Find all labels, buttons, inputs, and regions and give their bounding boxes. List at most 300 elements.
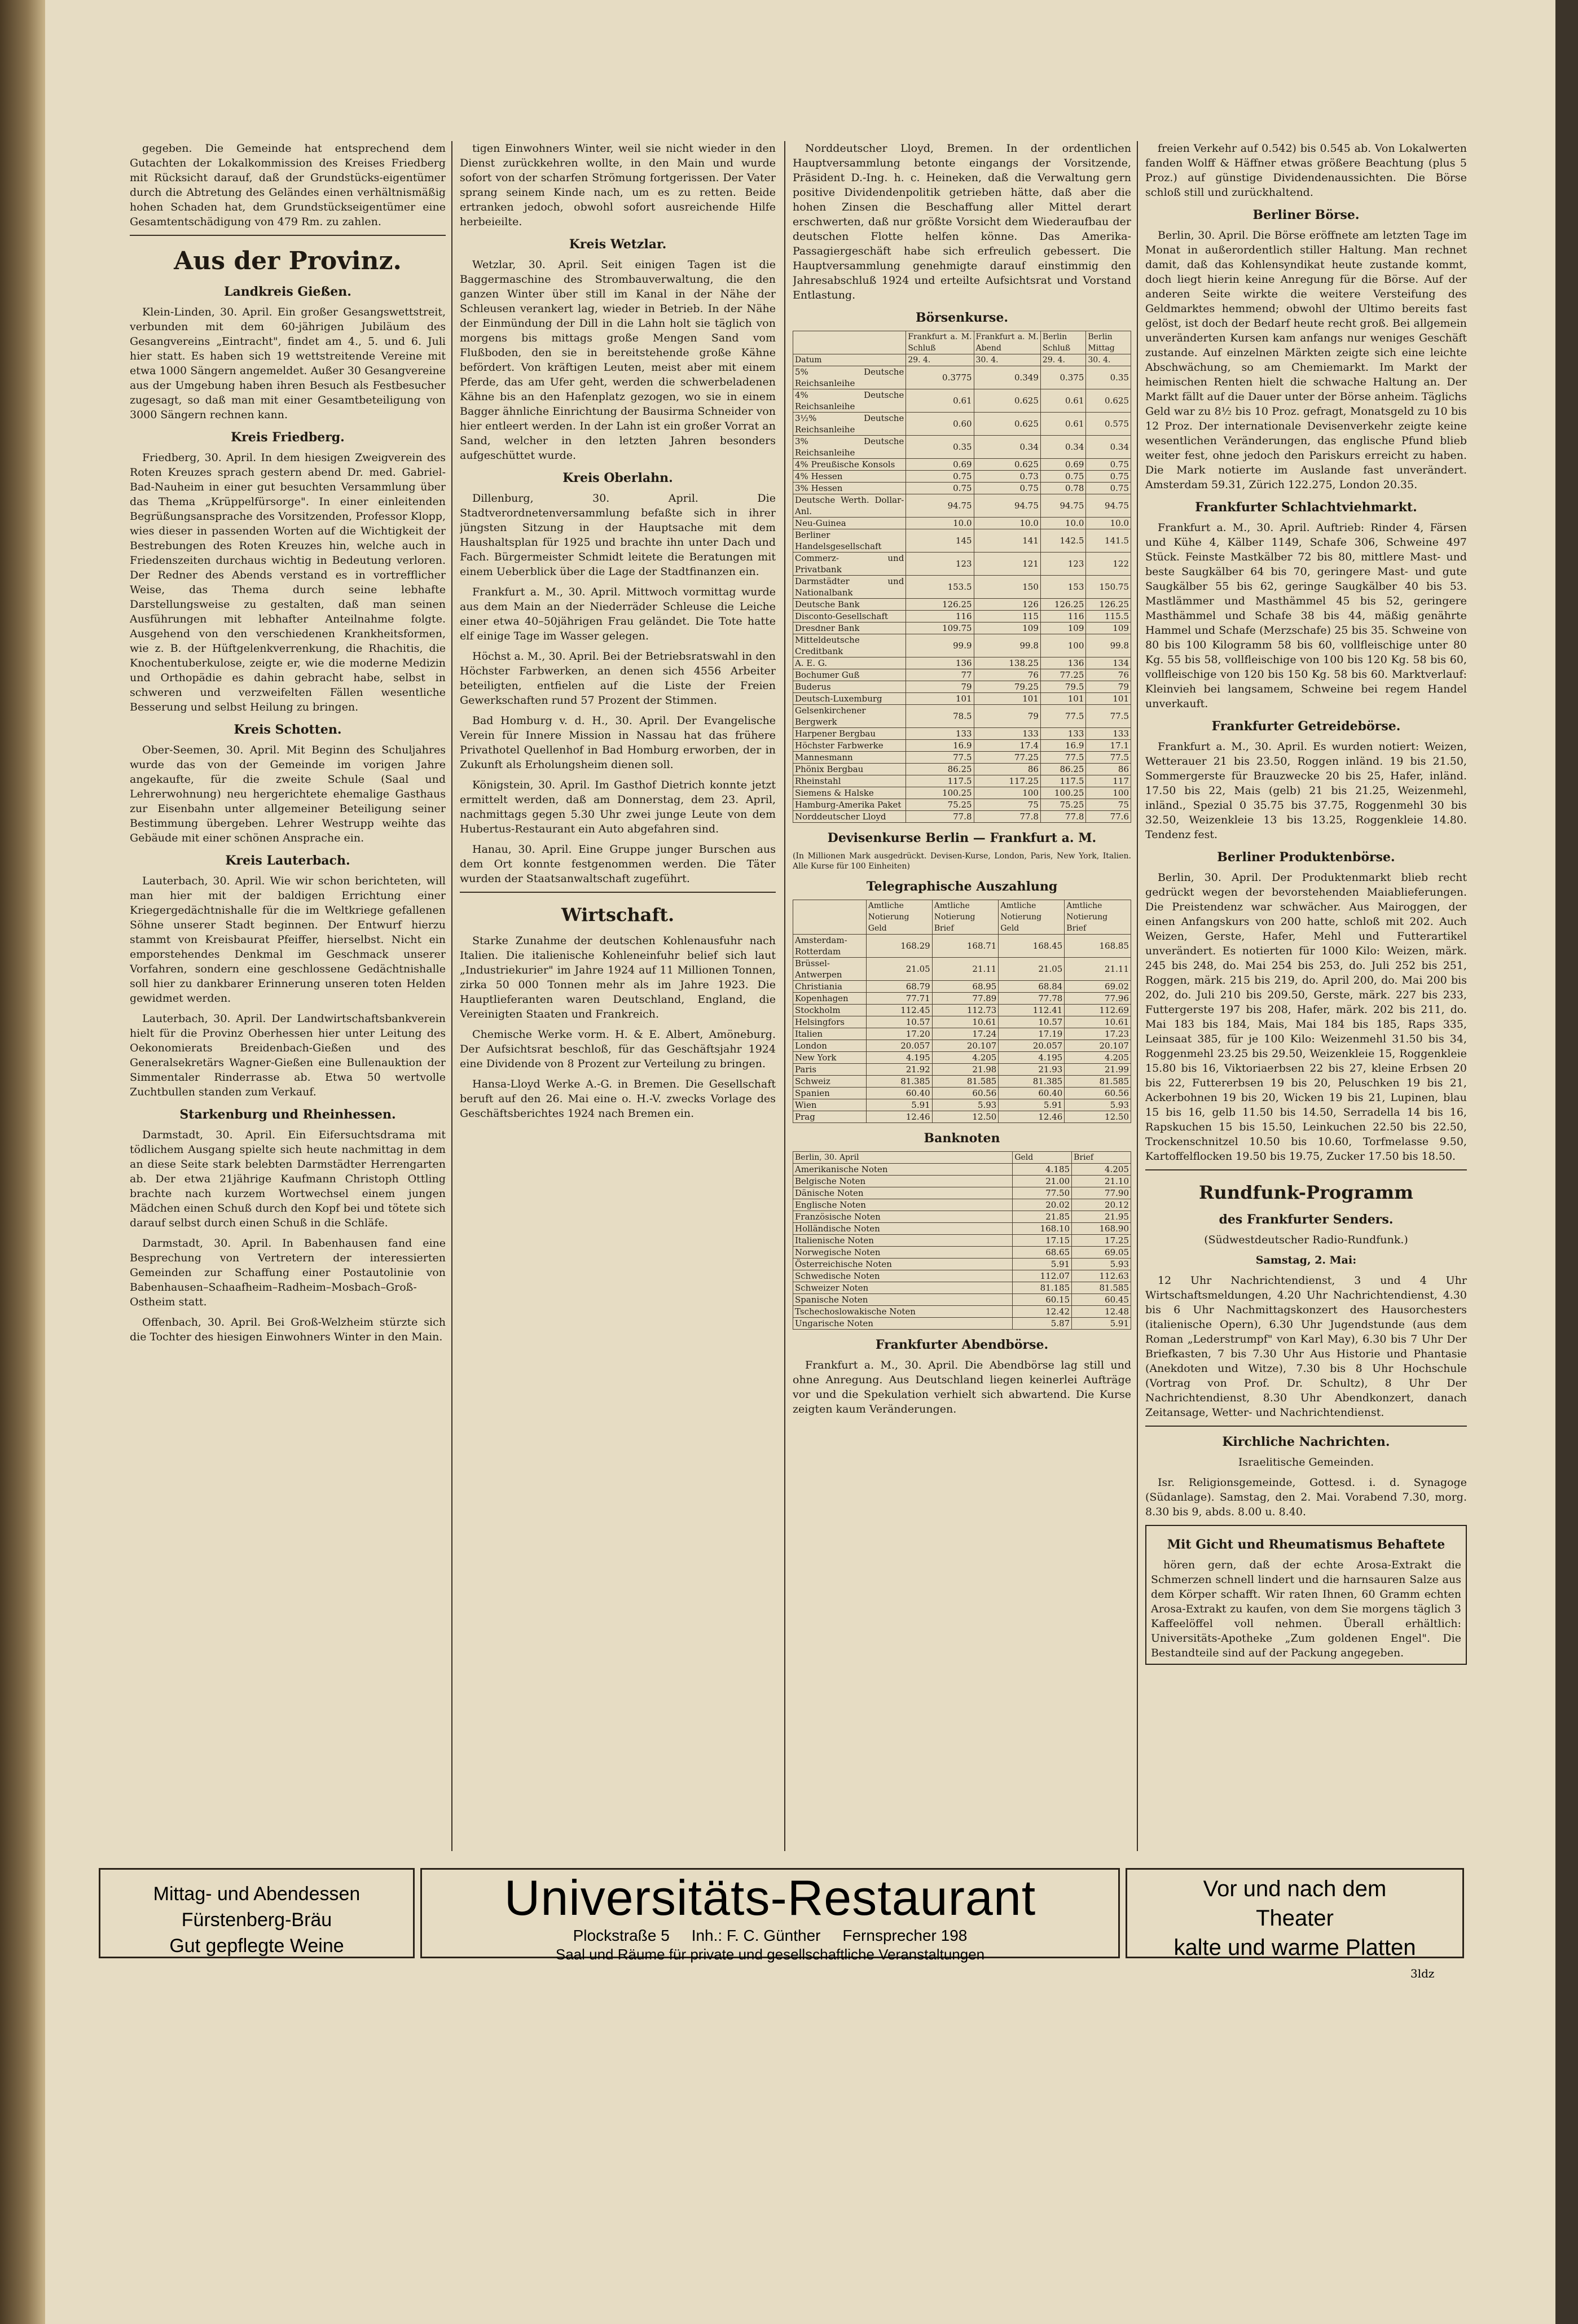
- stock-row-value: 77.5: [1040, 705, 1085, 728]
- banknoten-row-label: Amerikanische Noten: [793, 1164, 1013, 1176]
- devisen-row-value: 81.385: [999, 1076, 1065, 1088]
- stock-row-value: 0.75: [1086, 471, 1131, 483]
- stock-row-value: 136: [906, 657, 974, 669]
- stock-row-value: 10.0: [1040, 518, 1085, 529]
- devisen-row-label: Spanien: [793, 1088, 867, 1099]
- stock-row-label: Disconto-Gesellschaft: [793, 611, 906, 622]
- stock-row-value: 10.0: [906, 518, 974, 529]
- devisen-row-value: 81.585: [932, 1076, 999, 1088]
- banknoten-row-value: 77.50: [1013, 1187, 1072, 1199]
- radio-source: (Südwestdeutscher Radio-Rundfunk.): [1204, 1234, 1408, 1246]
- devisen-row-value: 112.73: [932, 1005, 999, 1016]
- stock-row-value: 99.8: [1086, 634, 1131, 657]
- banknoten-row: [793, 1294, 1131, 1306]
- stock-row-value: 77.8: [906, 811, 974, 823]
- article-lauterbach-2: Lauterbach, 30. April. Der Landwirtschaftsbankverein hielt für die Provinz Oberhessen hier unter Leitung des Oekonomierats Breidenbach-Gießen und des Generalsekretärs Wagner-Gießen eine Bullenauktion der Simmentaler Rinderrasse ab. Etwa 50 wertvolle Zuchtbullen standen zum Verkauf.: [130, 1012, 446, 1098]
- stock-row-value: 116: [1040, 611, 1085, 622]
- subheading-oberlahn: Kreis Oberlahn.: [562, 471, 673, 485]
- heading-berliner-boerse: Berliner Börse.: [1252, 208, 1360, 222]
- divider: [460, 892, 776, 893]
- devisen-row-value: 4.195: [999, 1052, 1065, 1064]
- ad-left-line: Mittag- und Abendessen: [153, 1883, 361, 1905]
- stock-row-value: 0.75: [906, 483, 974, 494]
- stock-row-value: 78.5: [906, 705, 974, 728]
- stock-row-value: 75.25: [1040, 799, 1085, 811]
- ad-restaurant-title: Universitäts-Restaurant: [504, 1870, 1036, 1926]
- stock-row-label: Hamburg-Amerika Paket: [793, 799, 906, 811]
- stock-row-value: 133: [1086, 728, 1131, 740]
- banknoten-row-value: 5.93: [1072, 1259, 1131, 1270]
- article-kohlenausfuhr: Starke Zunahme der deutschen Kohlenausfuhr nach Italien. Die italienische Kohleneinfuhr belief sich laut „Industriekurier" im Jahre 1924 auf 11 Millionen Tonnen, zirka 50 000 Tonnen mehr als im Jahre 1923. Die Hauptlieferanten waren Deutschland, England, die Vereinigten Staaten und Frankreich.: [460, 935, 776, 1020]
- stock-row-value: 109: [1040, 622, 1085, 634]
- banknoten-row: [793, 1282, 1131, 1294]
- stock-row-value: 0.625: [974, 389, 1040, 413]
- stock-row-value: 0.75: [1086, 459, 1131, 471]
- devisen-table-header: [793, 900, 1131, 935]
- stock-row-label: Phönix Bergbau: [793, 764, 906, 775]
- devisen-row-value: 17.20: [866, 1028, 932, 1040]
- devisen-row-value: 21.11: [1065, 958, 1131, 981]
- ad-right-line: kalte und warme Platten: [1173, 1935, 1416, 1960]
- banknoten-row-label: Schweizer Noten: [793, 1282, 1013, 1294]
- devisen-row-value: 68.95: [932, 981, 999, 993]
- stock-row-value: 101: [1086, 693, 1131, 705]
- banknoten-row: [793, 1259, 1131, 1270]
- stock-row: [793, 752, 1131, 764]
- stock-row-value: 138.25: [974, 657, 1040, 669]
- stock-row: [793, 611, 1131, 622]
- ad-owner: Inh.: F. C. Günther: [691, 1927, 821, 1944]
- devisen-row: [793, 1099, 1131, 1111]
- stock-row-label: 4% Hessen: [793, 471, 906, 483]
- stock-row-value: 0.75: [1086, 483, 1131, 494]
- stock-row-value: 16.9: [906, 740, 974, 752]
- devisen-row-value: 4.205: [932, 1052, 999, 1064]
- ad-phone: Fernsprecher 198: [842, 1927, 968, 1944]
- stock-row-value: 0.78: [1040, 483, 1085, 494]
- article-hanau: Hanau, 30. April. Eine Gruppe junger Burschen aus dem Ort konnte festgenommen werden. Die Täter wurden der Staatsanwaltschaft zugeführt.: [460, 843, 776, 885]
- ad-right-line: Vor und nach dem: [1203, 1876, 1387, 1901]
- stock-row-value: 0.625: [974, 459, 1040, 471]
- devisen-row-label: Kopenhagen: [793, 993, 867, 1005]
- stock-row-value: 133: [1040, 728, 1085, 740]
- stock-row-value: 76: [1086, 669, 1131, 681]
- banknoten-row-value: 12.48: [1072, 1306, 1131, 1318]
- gicht-ad-text: hören gern, daß der echte Arosa-Extrakt die Schmerzen schnell lindert und die harnsauren Salze aus dem Körper schafft. Wir raten Ihnen, 60 Gramm echten Arosa-Extrakt zu kaufen, von dem Sie morgens täglich 3 Kaffeelöffel voll nehmen. Überall erhältlich: Universitäts-Apotheke „Zum goldenen Engel". Die Bestandteile sind auf der Packung angegeben.: [1151, 1559, 1461, 1659]
- article-produktenboerse: Berlin, 30. April. Der Produktenmarkt blieb recht gedrückt wegen der bevorstehenden Maiablieferungen. Die Preistendenz war schwächer. Aus Mairoggen, der einen Anfangskurs von 200 hatte, schloß mit 202. Auch Weizen, Gerste, Hafer, Mehl und Futterartikel unverändert. Es notierten für 1000 Kilo: Weizen, märk. 245 bis 248, do. Mai 254 bis 253, do. Juli 252 bis 251, Roggen, märk. 215 bis 219, do. April 200, do. Mai 200 bis 202, do. Juli 210 bis 209.50, Gerste, märk. 227 bis 233, Futtergerste 197 bis 208, Hafer, märk. 202 bis 211, do. Mai 183 bis 184, Mais, Mai 184 bis 185, Raps 335, Leinsaat 385, für je 100 Kilo: Weizenmehl 31.50 bis 34, Roggenmehl 23.25 bis 29.50, Weizenkleie 15, Roggenkleie 15.80 bis 16, Viktoriaerbsen 22 bis 27, kleine Erbsen 20 bis 22, Futtererbsen 19 bis 20, Peluschken 19 bis 21, Ackerbohnen 19 bis 20, Wicken 19 bis 21, Lupinen, blau 15 bis 16, gelb 11.50 bis 14.50, Serradella 14 bis 16, Rapskuchen 15 bis 15.50, Leinkuchen 22.50 bis 22.50, Trockenschnitzel 10.50 bis 10.60, Torfmelasse 9.50, Kartoffelflocken 19.50 bis 19.75, Zucker 17.50 bis 18.50.: [1145, 871, 1467, 1163]
- stock-row-value: 77.8: [974, 811, 1040, 823]
- devisen-row-value: 68.84: [999, 981, 1065, 993]
- stock-row: [793, 775, 1131, 787]
- devisen-row-value: 5.93: [932, 1099, 999, 1111]
- stock-row-value: 0.625: [974, 413, 1040, 436]
- devisen-row-value: 5.91: [866, 1099, 932, 1111]
- devisen-row-value: 12.46: [866, 1111, 932, 1123]
- radio-program: 12 Uhr Nachrichtendienst, 3 und 4 Uhr Wirtschaftsmeldungen, 4.20 Uhr Nachrichtendienst, 4.30 bis 6 Uhr Nachmittagskonzert des Hausorchesters (italienische Opern), 6.30 Uhr Jugendstunde (aus dem Roman „Lederstrumpf" von Karl May), 6.30 bis 7 Uhr Der Briefkasten, 7 bis 7.30 Uhr Aus Historie und Phantasie (Anekdoten und Witze), 7.30 bis 8 Uhr Hochschule (Vortrag von Prof. Dr. Schultz), 8 Uhr Der Nachrichtendienst, 8.30 Uhr Abendkonzert, danach Zeitansage, Wetter- und Nachrichtendienst.: [1145, 1274, 1467, 1419]
- stock-col-header: Berlin Schluß: [1040, 331, 1085, 354]
- banknoten-row-value: 112.07: [1013, 1270, 1072, 1282]
- banknoten-row-label: Französische Noten: [793, 1211, 1013, 1223]
- stock-row-value: 0.69: [906, 459, 974, 471]
- devisen-col-header: Amtliche Notierung Brief: [1065, 900, 1131, 935]
- devisen-row-value: 168.45: [999, 935, 1065, 958]
- stock-row-label: A. E. G.: [793, 657, 906, 669]
- stock-row-value: 100: [974, 787, 1040, 799]
- article-bad-homburg: Bad Homburg v. d. H., 30. April. Der Evangelische Verein für Innere Mission in Nassau hat das frühere Privathotel Quellenhof in Bad Homburg erworben, der in Zukunft als Erholungsheim dienen soll.: [460, 714, 776, 771]
- stock-row-value: 100.25: [1040, 787, 1085, 799]
- article-offenbach: Offenbach, 30. April. Bei Groß-Welzheim stürzte sich die Tochter des hiesigen Einwohners Winter in den Main.: [130, 1316, 446, 1343]
- devisen-row-value: 4.195: [866, 1052, 932, 1064]
- stock-row-label: Bochumer Guß: [793, 669, 906, 681]
- stock-row-value: 76: [974, 669, 1040, 681]
- article-friedberg: Friedberg, 30. April. In dem hiesigen Zweigverein des Roten Kreuzes sprach gestern abend Dr. med. Gabriel-Bad-Nauheim in einer gut besuchten Versammlung über das Thema „Krüppelfürsorge". In einer einleitenden Begrüßungsansprache des Vorsitzenden, Professor Klopp, wies dieser in passenden Worten auf die Wichtigkeit der Bestrebungen des Roten Kreuzes hin, welche auch in Friedenszeiten durchaus wichtig in Bedeutung verloren. Der Redner des Abends verstand es in vortrefflicher Weise, das Thema durch seine lebhafte Darstellungsweise zu gestalten, daß man seinen Ausführungen mit lebhafter Anteilnahme folgte. Ausgehend von den verschiedenen Krankheitsformen, wie z. B. der Hüftgelenkverrenkung, die Rhachitis, die Knochentuberkulose, zeigte er, wie die moderne Medizin und Orthopädie es dahin gebracht habe, selbst in schweren und verzweifelten Fällen wesentliche Besserung und selbst Heilung zu bringen.: [130, 451, 446, 713]
- stock-row-value: 77.8: [1040, 811, 1085, 823]
- devisen-row-label: Amsterdam-Rotterdam: [793, 935, 867, 958]
- subheading-israelitisch: Israelitische Gemeinden.: [1238, 1456, 1374, 1468]
- banknoten-row: [793, 1318, 1131, 1330]
- devisen-row-value: 77.78: [999, 993, 1065, 1005]
- banknoten-row-label: Holländische Noten: [793, 1223, 1013, 1235]
- devisen-row-value: 5.91: [999, 1099, 1065, 1111]
- stock-row-label: Darmstädter und Nationalbank: [793, 576, 906, 599]
- stock-row-value: 0.61: [1040, 413, 1085, 436]
- banknoten-row: [793, 1270, 1131, 1282]
- section-heading-provinz: Aus der Provinz.: [174, 247, 402, 275]
- stock-row-value: 75: [974, 799, 1040, 811]
- book-binding: [0, 0, 45, 2324]
- ad-left-box: [99, 1868, 415, 1958]
- stock-row-value: 94.75: [906, 494, 974, 518]
- stock-row-label: Berliner Handelsgesellschaft: [793, 529, 906, 553]
- banknoten-row-value: 60.45: [1072, 1294, 1131, 1306]
- subheading-lauterbach: Kreis Lauterbach.: [225, 853, 350, 868]
- article-darmstadt-1: Darmstadt, 30. April. Ein Eifersuchtsdrama mit tödlichem Ausgang spielte sich heute nachmittag in dem an diese Seite stark belebten Darmstädter Herrengarten ab. Der etwa 21jährige Kaufmann Christoph Ottling brachte nach kurzem Wortwechsel einem jungen Mädchen einen Schuß durch den Kopf bei und tötete sich darauf selbst durch einen Schuß in die Schläfe.: [130, 1129, 446, 1229]
- banknoten-row-value: 77.90: [1072, 1187, 1131, 1199]
- gicht-ad-heading: Mit Gicht und Rheumatismus Behaftete: [1167, 1537, 1445, 1552]
- stock-row-value: 141.5: [1086, 529, 1131, 553]
- banknoten-row: [793, 1306, 1131, 1318]
- banknoten-row-label: Dänische Noten: [793, 1187, 1013, 1199]
- stock-row-value: 123: [1040, 553, 1085, 576]
- stock-row-label: Buderus: [793, 681, 906, 693]
- devisen-row-value: 12.50: [1065, 1111, 1131, 1123]
- stock-row: [793, 787, 1131, 799]
- stock-row: [793, 553, 1131, 576]
- devisen-row-value: 60.56: [932, 1088, 999, 1099]
- heading-produktenboerse: Berliner Produktenbörse.: [1217, 850, 1395, 865]
- banknoten-row-label: Englische Noten: [793, 1199, 1013, 1211]
- stock-row-value: 109: [1086, 622, 1131, 634]
- column-2: [460, 141, 776, 1857]
- devisen-row-value: 112.45: [866, 1005, 932, 1016]
- devisen-row-value: 81.385: [866, 1076, 932, 1088]
- article-wetzlar: Wetzlar, 30. April. Seit einigen Tagen ist die Baggermaschine des Strombauverwaltung, die den ganzen Winter über still im Kanal in der Nähe der Schleusen verankert lag, wieder in Betrieb. In der Nähe der Einmündung der Dill in die Lahn holt sie täglich von morgens bis mittags große Mengen Sand vom Flußboden, den sie in bereitstehende große Kähne befördert. Von kräftigen Leuten, meist aber mit einem Pferde, das am Ufer geht, werden die schwerbeladenen Kähne bis an den Hafenplatz gezogen, wo sie in einem Bagger ähnliche Einrichtung der Bausirma Schneider von hier entleert werden. In der Lahn ist ein großer Vorrat an Sand, welcher in den letzten Jahren besonders aufgeschüttet wurde.: [460, 258, 776, 462]
- devisen-row-value: 4.205: [1065, 1052, 1131, 1064]
- devisen-row: [793, 1088, 1131, 1099]
- heading-abendboerse: Frankfurter Abendbörse.: [875, 1338, 1049, 1352]
- devisen-row-value: 20.107: [1065, 1040, 1131, 1052]
- banknoten-row-value: 20.02: [1013, 1199, 1072, 1211]
- stock-date: Datum: [793, 354, 906, 366]
- stock-row-value: 10.0: [974, 518, 1040, 529]
- banknoten-row-label: Italienische Noten: [793, 1235, 1013, 1247]
- stock-row: [793, 634, 1131, 657]
- banknoten-caption-row: [793, 1152, 1131, 1164]
- devisen-row: [793, 1028, 1131, 1040]
- divider: [1145, 1426, 1467, 1427]
- stock-row: [793, 459, 1131, 471]
- stock-row: [793, 811, 1131, 823]
- devisen-row: [793, 993, 1131, 1005]
- article-continued: tigen Einwohners Winter, weil sie nicht wieder in den Dienst zurückkehren wollte, in den Main und wurde sofort von der scharfen Strömung fortgerissen. Der Vater sprang seinem Kinde nach, um es zu retten. Beide ertranken jedoch, obwohl sofort ausreichende Hilfe herbeieilte.: [460, 142, 776, 228]
- stock-row-value: 0.35: [1086, 366, 1131, 389]
- devisen-row-value: 168.29: [866, 935, 932, 958]
- article-ober-seemen: Ober-Seemen, 30. April. Mit Beginn des Schuljahres wurde das von der Gemeinde im vorigen Jahre angekaufte, für die zweite Schule (Saal und Lehrerwohnung) neu hergerichtete ehemalige Gasthaus zur Eisenbahn unter allgemeiner Beteiligung seiner Bestimmung übergeben. Lehrer Westrupp weihte das Gebäude mit einer schönen Ansprache ein.: [130, 744, 446, 844]
- stock-row-value: 126.25: [1086, 599, 1131, 611]
- stock-row-value: 86.25: [906, 764, 974, 775]
- stock-row-value: 153: [1040, 576, 1085, 599]
- stock-row-label: 4% Deutsche Reichsanleihe: [793, 389, 906, 413]
- stock-row-value: 99.9: [906, 634, 974, 657]
- stock-row-value: 101: [906, 693, 974, 705]
- devisen-row-value: 21.93: [999, 1064, 1065, 1076]
- devisen-row-value: 10.57: [999, 1016, 1065, 1028]
- stock-row-value: 0.35: [906, 436, 974, 459]
- devisen-row-value: 60.40: [999, 1088, 1065, 1099]
- banknoten-row: [793, 1247, 1131, 1259]
- stock-row: [793, 436, 1131, 459]
- devisen-row-value: 10.61: [932, 1016, 999, 1028]
- stock-col-header: Frankfurt a. M. Schluß: [906, 331, 974, 354]
- article-darmstadt-2: Darmstadt, 30. April. In Babenhausen fand eine Besprechung von Vertretern der interessierten Gemeinden zur Schaffung einer Postautolinie von Babenhausen–Schaafheim–Radheim–Mosbach–Groß-Ostheim statt.: [130, 1237, 446, 1308]
- stock-row-value: 116: [906, 611, 974, 622]
- stock-row-value: 126: [974, 599, 1040, 611]
- devisen-row-value: 17.24: [932, 1028, 999, 1040]
- article-hansa-lloyd: Hansa-Lloyd Werke A.-G. in Bremen. Die Gesellschaft beruft auf den 26. Mai eine o. H.-V. zwecks Vorlage des Geschäftsberichtes 1924 nach Bremen ein.: [460, 1078, 776, 1120]
- banknoten-row-value: 81.185: [1013, 1282, 1072, 1294]
- devisen-row-value: 20.057: [866, 1040, 932, 1052]
- stock-row-label: Dresdner Bank: [793, 622, 906, 634]
- devisen-row-label: Prag: [793, 1111, 867, 1123]
- radio-day: Samstag, 2. Mai:: [1255, 1254, 1357, 1266]
- ad-rooms: Saal und Räume für private und gesellschaftliche Veranstaltungen: [555, 1946, 985, 1963]
- banknoten-row-value: 17.15: [1013, 1235, 1072, 1247]
- stock-row-value: 0.75: [906, 471, 974, 483]
- devisen-row: [793, 958, 1131, 981]
- devisen-row-value: 77.89: [932, 993, 999, 1005]
- stock-row-label: Commerz- und Privatbank: [793, 553, 906, 576]
- stock-row-value: 0.61: [906, 389, 974, 413]
- stock-row: [793, 764, 1131, 775]
- devisen-row-value: 112.69: [1065, 1005, 1131, 1016]
- banknoten-table: [793, 1151, 1131, 1330]
- banknoten-row-label: Norwegische Noten: [793, 1247, 1013, 1259]
- devisen-row-value: 21.11: [932, 958, 999, 981]
- heading-boersenkurse: Börsenkurse.: [915, 310, 1009, 325]
- stock-row-value: 136: [1040, 657, 1085, 669]
- devisen-row-value: 112.41: [999, 1005, 1065, 1016]
- stock-date: 30. 4.: [1086, 354, 1131, 366]
- devisen-row: [793, 1016, 1131, 1028]
- devisen-row: [793, 981, 1131, 993]
- stock-row-value: 16.9: [1040, 740, 1085, 752]
- devisen-row: [793, 935, 1131, 958]
- devisen-row: [793, 1111, 1131, 1123]
- stock-row-value: 86: [974, 764, 1040, 775]
- banknoten-row-value: 21.00: [1013, 1176, 1072, 1187]
- stock-row-value: 17.4: [974, 740, 1040, 752]
- stock-row-value: 133: [906, 728, 974, 740]
- stock-row-value: 0.34: [1040, 436, 1085, 459]
- stock-row-value: 117.25: [974, 775, 1040, 787]
- article-hoechst: Höchst a. M., 30. April. Bei der Betriebsratswahl in den Höchster Farbwerken, an denen sich 4556 Arbeiter beteiligten, entfielen auf die Liste der Freien Gewerkschaften rund 57 Prozent der Stimmen.: [460, 650, 776, 707]
- stock-row-value: 0.349: [974, 366, 1040, 389]
- column-rule: [784, 141, 785, 1851]
- devisen-col-header: Amtliche Notierung Brief: [932, 900, 999, 935]
- banknoten-row-value: 5.91: [1072, 1318, 1131, 1330]
- article-abendboerse: Frankfurt a. M., 30. April. Die Abendbörse lag still und ohne Anregung. Aus Deutschland liegen keinerlei Aufträge vor und die Spekulation verhielt sich abwartend. Die Kurse zeigten kaum Veränderungen.: [793, 1359, 1131, 1415]
- heading-banknoten: Banknoten: [924, 1131, 1000, 1146]
- stock-row-label: Neu-Guinea: [793, 518, 906, 529]
- article-berliner-boerse: Berlin, 30. April. Die Börse eröffnete am letzten Tage im Monat in außerordentlich stiller Haltung. Man rechnet damit, daß das Kohlensyndikat heute zustande kommt, doch liegt hierin keine Anregung für die Börse. Auf der anderen Seite wirkte die weitere Versteifung des Geldmarktes hemmend; obwohl der Ultimo bereits fast gelöst, ist doch der Bedarf heute recht groß. Bei allgemein unveränderten Kursen kam anfangs nur weniges Geschäft zustande. Auf einzelnen Märkten zeigte sich eine leichte Abschwächung, so am Chemiemarkt. Im Markt der heimischen Renten hielt die schwache Haltung an. Der Markt fällt auf die Dauer unter der Börse anheim. Täglichs Geld war zu 8½ bis 10 Proz. gefragt, Monatsgeld zu 10 bis 12 Proz. Der internationale Devisenverkehr zeigte keine wesentlichen Veränderungen, das englische Pfund blieb weiter fest, ohne jedoch den Pariskurs erreicht zu haben. Die Mark notierte im Auslande fast unverändert. Amsterdam 59.31, Zürich 122.275, London 20.35.: [1145, 229, 1467, 491]
- devisen-row-value: 60.56: [1065, 1088, 1131, 1099]
- banknoten-row-value: 5.91: [1013, 1259, 1072, 1270]
- banknoten-row-label: Schwedische Noten: [793, 1270, 1013, 1282]
- stock-row-value: 100.25: [906, 787, 974, 799]
- stock-row: [793, 705, 1131, 728]
- stock-row-value: 0.75: [974, 483, 1040, 494]
- stock-row: [793, 413, 1131, 436]
- stock-row-label: Norddeutscher Lloyd: [793, 811, 906, 823]
- article-klein-linden: Klein-Linden, 30. April. Ein großer Gesangswettstreit, verbunden mit dem 60-jährigen Jubiläum des Gesangvereins „Eintracht", findet am 4., 5. und 6. Juli hier statt. Es haben sich 19 wettstreitende Vereine mit etwa 1000 Sängern angemeldet. Außer 30 Gesangvereine aus der Umgebung haben ihren Besuch als Festbesucher zugesagt, so daß man mit einer Gesamtbeteiligung von 3000 Sängern rechnen kann.: [130, 306, 446, 421]
- devisen-col-header: Amtliche Notierung Geld: [866, 900, 932, 935]
- devisen-row-value: 77.96: [1065, 993, 1131, 1005]
- stock-row-label: 3% Deutsche Reichsanleihe: [793, 436, 906, 459]
- stock-row-value: 17.1: [1086, 740, 1131, 752]
- stock-row-value: 100: [1040, 634, 1085, 657]
- subheading-friedberg: Kreis Friedberg.: [231, 430, 345, 445]
- stock-row: [793, 576, 1131, 599]
- stock-row-value: 101: [974, 693, 1040, 705]
- banknoten-row-label: Spanische Noten: [793, 1294, 1013, 1306]
- stock-row-label: Siemens & Halske: [793, 787, 906, 799]
- stock-table-header: [793, 331, 1131, 354]
- heading-devisen: Devisenkurse Berlin — Frankfurt a. M.: [827, 831, 1097, 845]
- devisen-col-header: Amtliche Notierung Geld: [999, 900, 1065, 935]
- stock-row: [793, 529, 1131, 553]
- devisen-row-value: 21.05: [999, 958, 1065, 981]
- stock-row-value: 86.25: [1040, 764, 1085, 775]
- stock-row: [793, 657, 1131, 669]
- stock-row-value: 0.575: [1086, 413, 1131, 436]
- banknoten-row-value: 69.05: [1072, 1247, 1131, 1259]
- stock-row-label: 3% Hessen: [793, 483, 906, 494]
- stock-row-value: 0.3775: [906, 366, 974, 389]
- banknoten-row-value: 4.185: [1013, 1164, 1072, 1176]
- stock-row-value: 79: [906, 681, 974, 693]
- banknoten-row: [793, 1223, 1131, 1235]
- gicht-ad-box: [1145, 1525, 1467, 1665]
- banknoten-row-value: 17.25: [1072, 1235, 1131, 1247]
- banknoten-row-value: 21.85: [1013, 1211, 1072, 1223]
- banknoten-row-value: 168.90: [1072, 1223, 1131, 1235]
- stock-row-value: 115.5: [1086, 611, 1131, 622]
- banknoten-table-body: [793, 1164, 1131, 1330]
- stock-row-value: 153.5: [906, 576, 974, 599]
- stock-row-value: 141: [974, 529, 1040, 553]
- stock-row: [793, 693, 1131, 705]
- church-text: Isr. Religionsgemeinde, Gottesd. i. d. Synagoge (Südanlage). Samstag, den 2. Mai. Vorabend 7.30, morg. 8.30 bis 9, abds. 8.00 u. 8.40.: [1145, 1476, 1467, 1518]
- banknoten-row: [793, 1235, 1131, 1247]
- subheading-wetzlar: Kreis Wetzlar.: [569, 237, 667, 252]
- stock-date: 29. 4.: [1040, 354, 1085, 366]
- stock-row-value: 94.75: [1040, 494, 1085, 518]
- stock-row-value: 134: [1086, 657, 1131, 669]
- stock-table: [793, 331, 1131, 823]
- stock-row-value: 77.5: [1086, 705, 1131, 728]
- stock-row-label: Rheinstahl: [793, 775, 906, 787]
- stock-row-value: 0.625: [1086, 389, 1131, 413]
- banknoten-col-header: Geld: [1013, 1152, 1072, 1164]
- devisen-row-label: London: [793, 1040, 867, 1052]
- devisen-row-label: Wien: [793, 1099, 867, 1111]
- subheading-schotten: Kreis Schotten.: [234, 722, 342, 737]
- article-lauterbach-1: Lauterbach, 30. April. Wie wir schon berichteten, will man hier mit der baldigen Errichtung einer Kriegergedächtnishalle für die im Weltkriege gefallenen Söhne unserer Stadt beginnen. Der Entwurf hierzu stammt von Kreisbaurat Pfeiffer, hierselbst. Nicht ein emporstehendes Denkmal im Geschmack unserer Vorfahren, sondern eine geschlossene Gedächtnishalle soll hier zu dankbarer Erinnerung unseren toten Helden gewidmet werden.: [130, 875, 446, 1005]
- devisen-row-value: 21.99: [1065, 1064, 1131, 1076]
- stock-row-value: 75.25: [906, 799, 974, 811]
- stock-row-label: Deutsche Werth. Dollar-Anl.: [793, 494, 906, 518]
- stock-table-dates: [793, 354, 1131, 366]
- stock-row: [793, 728, 1131, 740]
- stock-row-label: Höchster Farbwerke: [793, 740, 906, 752]
- stock-row-value: 77.5: [906, 752, 974, 764]
- stock-row-value: 79.5: [1040, 681, 1085, 693]
- stock-col-header: Frankfurt a. M. Abend: [974, 331, 1040, 354]
- devisen-row: [793, 1052, 1131, 1064]
- stock-row-value: 0.73: [974, 471, 1040, 483]
- stock-row-value: 0.60: [906, 413, 974, 436]
- banknoten-row-label: Österreichische Noten: [793, 1259, 1013, 1270]
- stock-row: [793, 622, 1131, 634]
- intro-paragraph: gegeben. Die Gemeinde hat entsprechend dem Gutachten der Lokalkommission des Kreises Friedberg mit Rücksicht darauf, daß der Grundstücks-eigentümer durch die Abtretung des Geländes einen verhältnismäßig hohen Schaden hat, dem Grundstückseigentümer eine Gesamtentschädigung von 479 Rm. zu zahlen.: [130, 142, 446, 228]
- banknoten-row-value: 12.42: [1013, 1306, 1072, 1318]
- devisen-row-value: 69.02: [1065, 981, 1131, 993]
- devisen-row-value: 10.61: [1065, 1016, 1131, 1028]
- stock-row-value: 109.75: [906, 622, 974, 634]
- stock-row-value: 150.75: [1086, 576, 1131, 599]
- divider: [1145, 1169, 1467, 1170]
- banknoten-row-value: 81.585: [1072, 1282, 1131, 1294]
- devisen-row-value: 60.40: [866, 1088, 932, 1099]
- devisen-table: [793, 900, 1131, 1123]
- devisen-row-label: New York: [793, 1052, 867, 1064]
- article-frankfurt: Frankfurt a. M., 30. April. Mittwoch vormittag wurde aus dem Main an der Niederräder Schleuse die Leiche einer etwa 40–50jährigen Frau geländet. Die Tote hatte elf einige Tage im Wasser gelegen.: [460, 586, 776, 642]
- banknoten-row: [793, 1164, 1131, 1176]
- stock-row-value: 122: [1086, 553, 1131, 576]
- banknoten-row-value: 21.95: [1072, 1211, 1131, 1223]
- devisen-row-value: 68.79: [866, 981, 932, 993]
- stock-row-label: 4% Preußische Konsols: [793, 459, 906, 471]
- stock-row-value: 0.375: [1040, 366, 1085, 389]
- stock-row-value: 79: [1086, 681, 1131, 693]
- banknoten-row-value: 21.10: [1072, 1176, 1131, 1187]
- devisen-table-body: [793, 935, 1131, 1123]
- banknoten-row-value: 112.63: [1072, 1270, 1131, 1282]
- banknoten-col-header: Brief: [1072, 1152, 1131, 1164]
- banknoten-row: [793, 1211, 1131, 1223]
- column-3: [793, 141, 1131, 1857]
- stock-row-label: Gelsenkirchener Bergwerk: [793, 705, 906, 728]
